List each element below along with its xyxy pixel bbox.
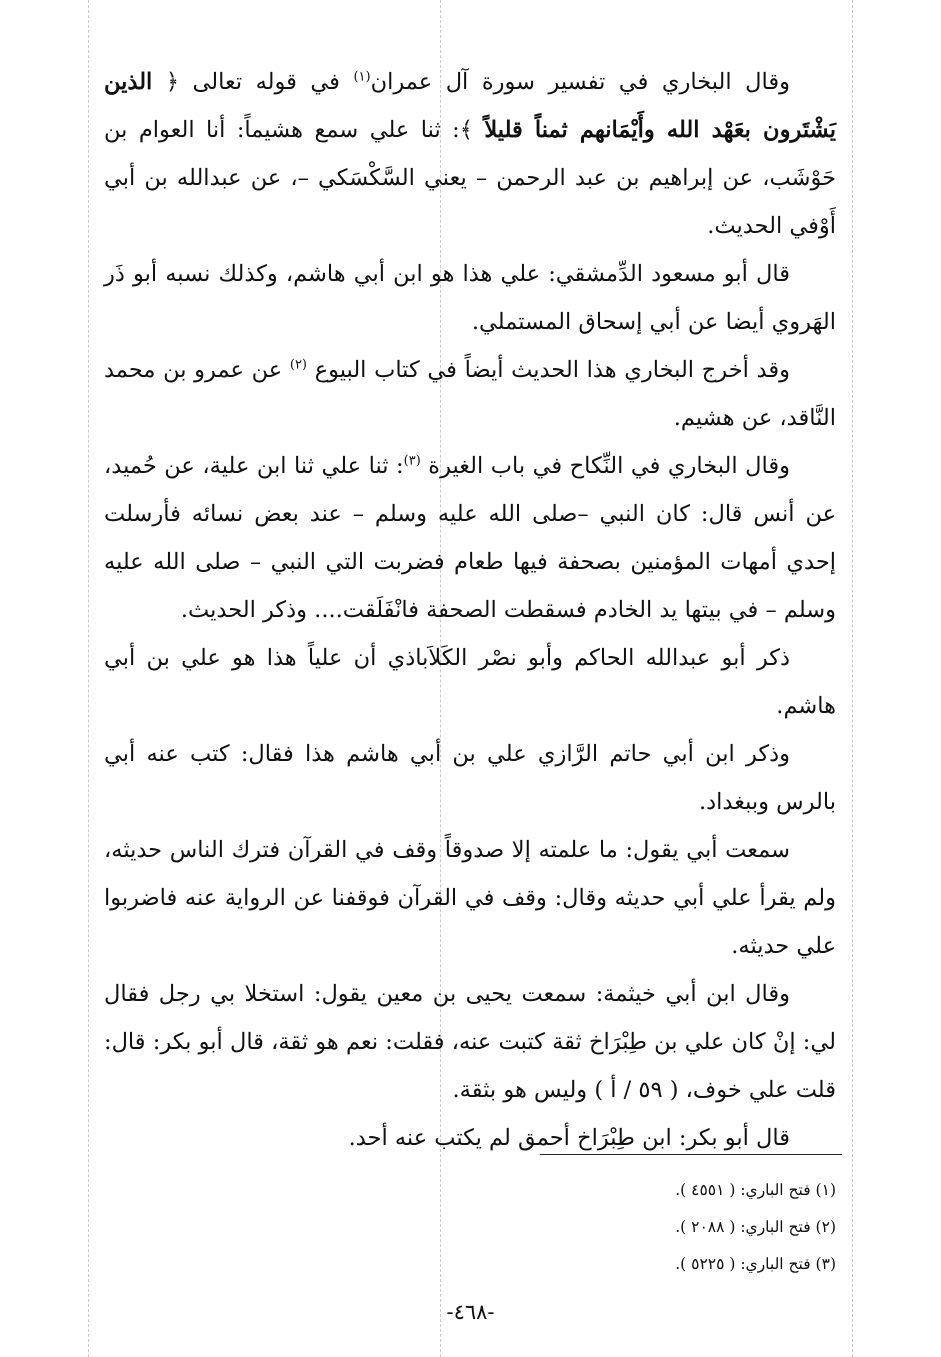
footnote-ref: (١) bbox=[353, 69, 371, 85]
quran-verse: الذين يَشْتَرون بعَهْد الله وأَيْمَانهم ثمناً قليلاً bbox=[104, 69, 836, 143]
paragraph-abi-yaqul: سمعت أبي يقول: ما علمته إلا صدوقاً وقف في القرآن فترك الناس حديثه، ولم يقرأ علي أبي حديثه وقال: وقف في القرآن فوقفنا عن الرواية عنه فاضربوا علي حديثه. bbox=[104, 837, 836, 959]
footnote-2: (٢) فتح الباري: ( ٢٠٨٨ ). bbox=[675, 1218, 836, 1236]
paragraph-abu-bakr: قال أبو بكر: ابن طِبْرَاخ أحمق لم يكتب عنه أحد. bbox=[348, 1125, 790, 1151]
scan-guide-line bbox=[852, 0, 853, 1357]
footnote-ref: (٣) bbox=[403, 453, 421, 469]
footnotes bbox=[400, 1172, 836, 1283]
paragraph-text: وقال البخاري في النِّكاح في باب الغيرة bbox=[420, 453, 790, 479]
footnote-separator bbox=[540, 1154, 842, 1155]
scan-guide-line bbox=[88, 0, 89, 1357]
paragraph-buyu bbox=[104, 346, 836, 442]
main-text bbox=[104, 58, 836, 1162]
paragraph-nikah bbox=[104, 442, 836, 634]
paragraph-text: عن عمرو بن محمد النَّاقد، عن هشيم. bbox=[104, 357, 836, 431]
footnote-3: (٣) فتح الباري: ( ٥٢٢٥ ). bbox=[675, 1255, 836, 1273]
paragraph-text: في قوله تعالى ﴿ bbox=[152, 69, 354, 95]
paragraph-abi-hatim: وذكر ابن أبي حاتم الرَّازي علي بن أبي هاشم هذا فقال: كتب عنه أبي بالرس وببغداد. bbox=[104, 741, 836, 815]
footnote-1: (١) فتح الباري: ( ٤٥٥١ ). bbox=[675, 1181, 836, 1199]
paragraph-hakim: ذكر أبو عبدالله الحاكم وأبو نصْر الكَلاَباذي أن علياً هذا هو علي بن أبي هاشم. bbox=[104, 645, 836, 719]
paragraph-text: ﴾: ثنا علي سمع هشيماً: أنا العوام بن حَوْشَب، عن إبراهيم بن عبد الرحمن – يعني السَّكْسَكي –، عن عبدالله بن أبي أَوْفي الحديث. bbox=[104, 117, 836, 239]
footnote-ref: (٢) bbox=[289, 357, 307, 373]
paragraph-bukhari-tafsir bbox=[104, 58, 836, 250]
paragraph-text: : ثنا علي ثنا ابن علية، عن حُميد، عن أنس قال: كان النبي –صلى الله عليه وسلم – عند بعض نسائه فأرسلت إحدي أمهات المؤمنين بصحفة فيها طعام فضربت التي النبي – صلى الله عليه وسلم – في بيتها يد الخادم فسقطت الصحفة فانْفَلَقت.... وذكر الحديث. bbox=[104, 453, 836, 623]
page-number: -٤٦٨- bbox=[446, 1300, 495, 1324]
paragraph-text: وقال البخاري في تفسير سورة آل عمران bbox=[370, 69, 790, 95]
paragraph-abu-masud: قال أبو مسعود الدِّمشقي: علي هذا هو ابن أبي هاشم، وكذلك نسبه أبو ذَر الهَروي أيضا عن أبي إسحاق المستملي. bbox=[104, 261, 836, 335]
paragraph-abi-khaythama: وقال ابن أبي خيثمة: سمعت يحيى بن معين يقول: استخلا بي رجل فقال لي: إنْ كان علي بن طِبْرَاخ ثقة كتبت عنه، فقلت: نعم هو ثقة، قال أبو بكر: قال: قلت علي خوف، ( ٥٩ / أ ) وليس هو بثقة. bbox=[104, 981, 836, 1103]
paragraph-text: وقد أخرج البخاري هذا الحديث أيضاً في كتاب البيوع bbox=[307, 357, 790, 383]
